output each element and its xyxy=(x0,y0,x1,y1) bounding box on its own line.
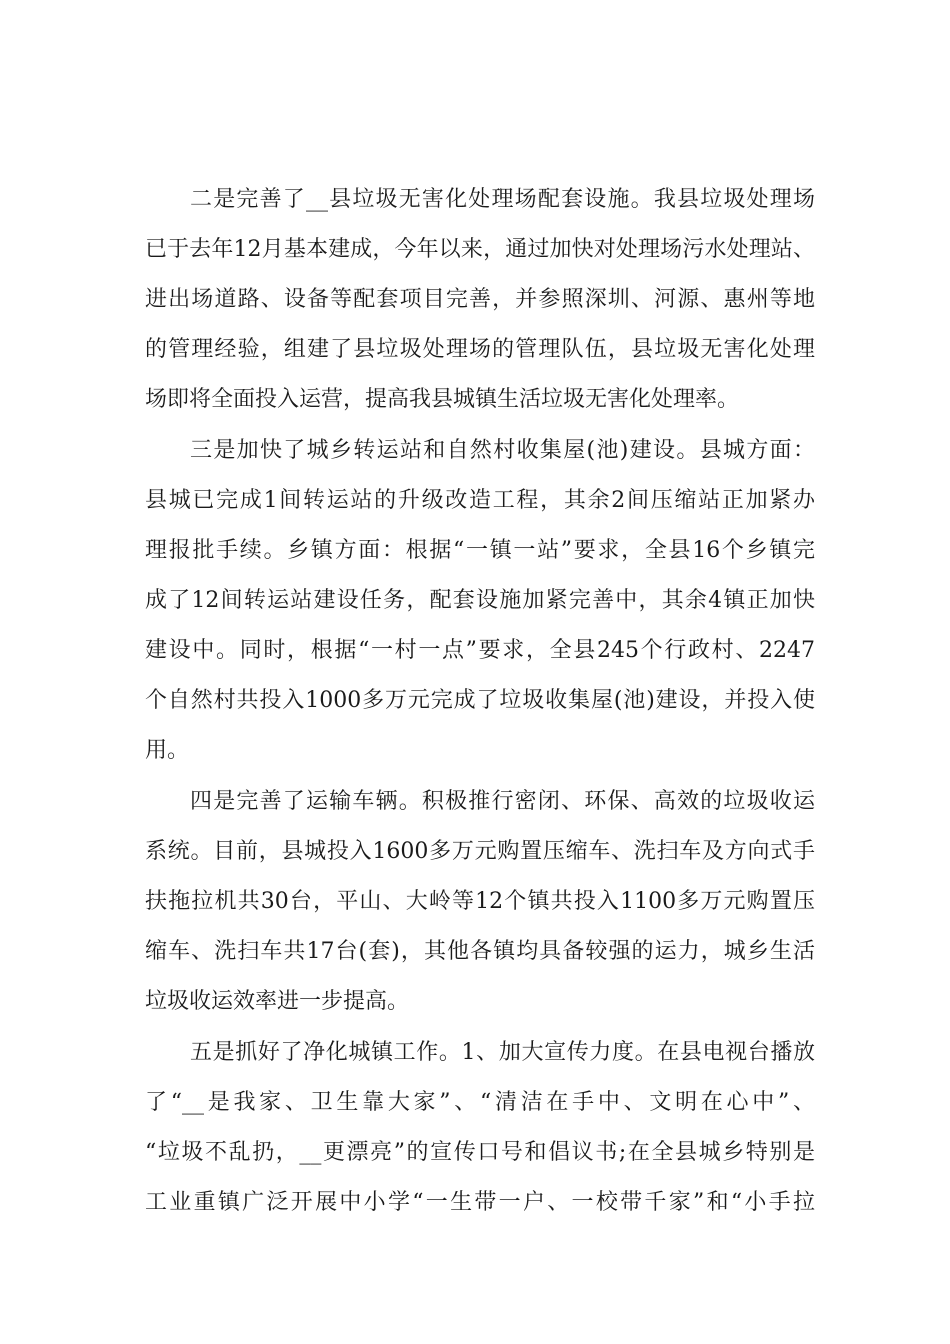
paragraph-2-line-2: 已于去年12月基本建成，今年以来，通过加快对处理场污水处理站、 xyxy=(145,237,815,262)
paragraph-5-line-4: 工业重镇广泛开展中小学“一生带一户、一校带千家”和“小手拉 xyxy=(145,1190,815,1215)
paragraph-3-line-5: 建设中。同时，根据“一村一点”要求，全县245个行政村、2247 xyxy=(145,638,815,663)
paragraph-2-line-1: 二是完善了__县垃圾无害化处理场配套设施。我县垃圾处理场 xyxy=(190,187,815,212)
paragraph-5-line-3: “垃圾不乱扔，__更漂亮”的宣传口号和倡议书;在全县城乡特别是 xyxy=(145,1140,815,1165)
paragraph-4-line-5: 垃圾收运效率进一步提高。 xyxy=(145,989,410,1014)
paragraph-4-line-4: 缩车、洗扫车共17台(套)，其他各镇均具备较强的运力，城乡生活 xyxy=(145,939,815,964)
paragraph-5-line-2: 了“__是我家、卫生靠大家”、“清洁在手中、文明在心中”、 xyxy=(145,1090,815,1115)
paragraph-3-line-1: 三是加快了城乡转运站和自然村收集屋(池)建设。县城方面： xyxy=(190,438,815,463)
paragraph-4-line-2: 系统。目前，县城投入1600多万元购置压缩车、洗扫车及方向式手 xyxy=(145,839,815,864)
paragraph-2-line-3: 进出场道路、设备等配套项目完善，并参照深圳、河源、惠州等地 xyxy=(145,287,815,312)
paragraph-3-line-3: 理报批手续。乡镇方面：根据“一镇一站”要求，全县16个乡镇完 xyxy=(145,538,815,563)
paragraph-3-line-4: 成了12间转运站建设任务，配套设施加紧完善中，其余4镇正加快 xyxy=(145,588,815,613)
paragraph-2-line-5: 场即将全面投入运营，提高我县城镇生活垃圾无害化处理率。 xyxy=(145,387,740,412)
paragraph-3-line-7: 用。 xyxy=(145,738,190,763)
paragraph-2-line-4: 的管理经验，组建了县垃圾处理场的管理队伍，县垃圾无害化处理 xyxy=(145,337,815,362)
paragraph-4-line-1: 四是完善了运输车辆。积极推行密闭、环保、高效的垃圾收运 xyxy=(190,789,815,814)
paragraph-3-line-2: 县城已完成1间转运站的升级改造工程，其余2间压缩站正加紧办 xyxy=(145,488,815,513)
paragraph-3-line-6: 个自然村共投入1000多万元完成了垃圾收集屋(池)建设，并投入使 xyxy=(145,688,815,713)
paragraph-5-line-1: 五是抓好了净化城镇工作。1、加大宣传力度。在县电视台播放 xyxy=(190,1040,815,1065)
paragraph-4-line-3: 扶拖拉机共30台，平山、大岭等12个镇共投入1100多万元购置压 xyxy=(145,889,815,914)
